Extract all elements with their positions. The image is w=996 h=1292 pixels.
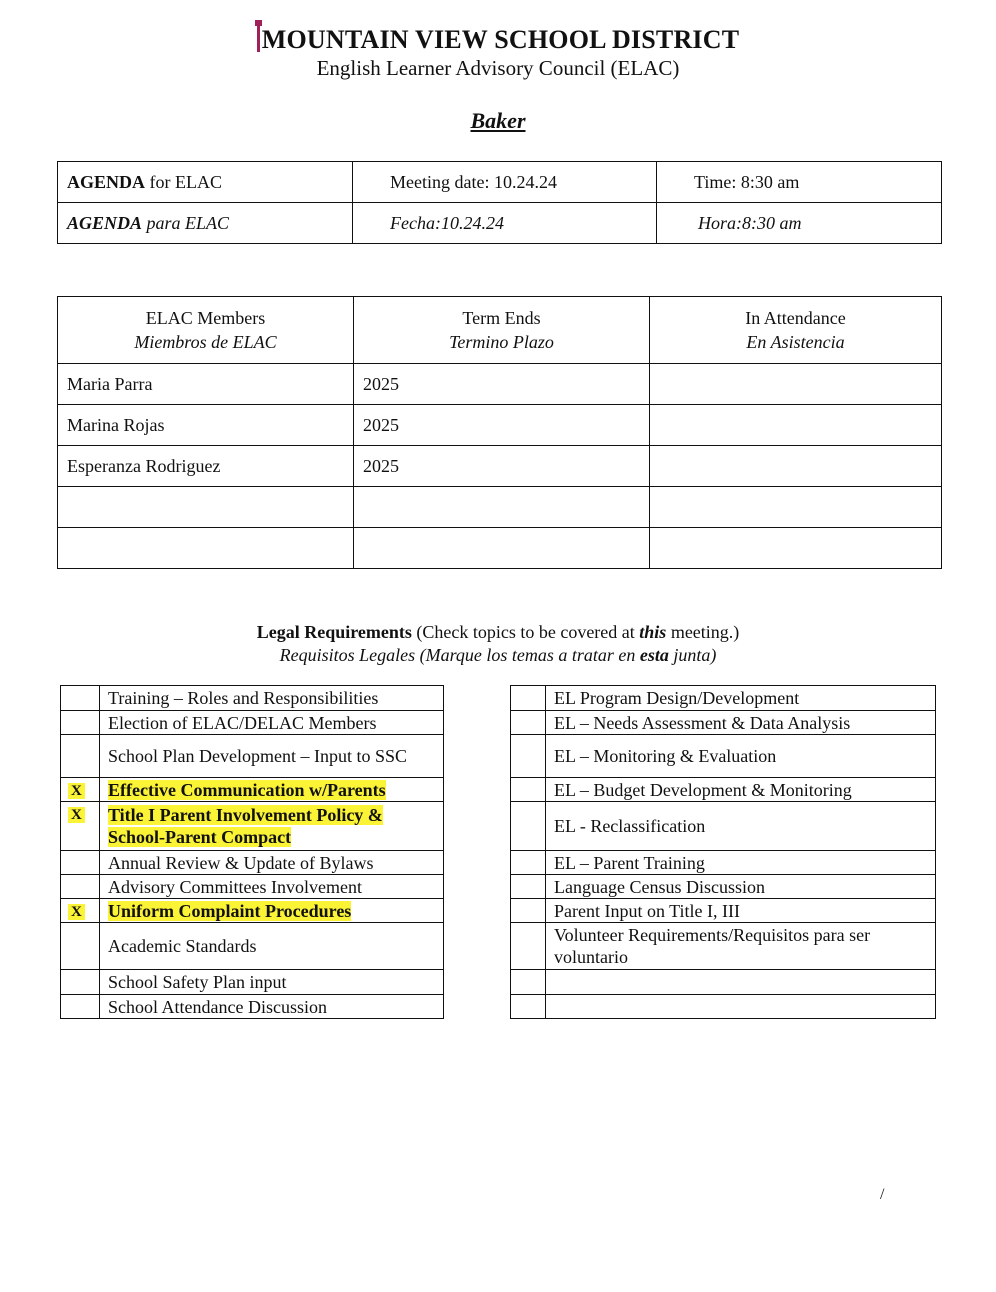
member-row (58, 405, 942, 446)
member-attendance (650, 446, 942, 487)
legal-heading-en: Legal Requirements (Check topics to be covered at this meeting.) (256, 622, 740, 642)
topic-checkbox[interactable] (511, 899, 546, 923)
topic-label: EL – Parent Training (546, 851, 936, 875)
meeting-time: Time: 8:30 am (657, 162, 942, 203)
topic-label: EL - Reclassification (546, 802, 936, 851)
topic-checkbox[interactable] (61, 735, 100, 778)
topic-label: Election of ELAC/DELAC Members (100, 711, 444, 735)
topic-row (61, 899, 444, 923)
topic-label (546, 995, 936, 1019)
members-table (57, 296, 942, 569)
check-mark: X (68, 904, 85, 920)
agenda-label-es: AGENDA para ELAC (58, 203, 353, 244)
meeting-date: Meeting date: 10.24.24 (353, 162, 657, 203)
member-term: 2025 (354, 364, 650, 405)
district-title: MOUNTAIN VIEW SCHOOL DISTRICT (0, 22, 996, 55)
topic-checkbox[interactable] (511, 711, 546, 735)
topic-label: EL – Monitoring & Evaluation (546, 735, 936, 778)
topic-checkbox[interactable] (511, 970, 546, 995)
legal-requirements-heading (0, 621, 996, 667)
member-row (58, 528, 942, 569)
topic-label: School Attendance Discussion (100, 995, 444, 1019)
topic-label: Uniform Complaint Procedures (100, 899, 444, 923)
topic-checkbox[interactable] (511, 995, 546, 1019)
member-attendance (650, 364, 942, 405)
legal-topics-left (60, 685, 444, 1019)
member-row (58, 364, 942, 405)
member-name: Marina Rojas (58, 405, 354, 446)
member-row (58, 487, 942, 528)
topic-checkbox[interactable] (61, 899, 100, 923)
topic-row (511, 923, 936, 970)
topic-label: School Plan Development – Input to SSC (100, 735, 444, 778)
topic-checkbox[interactable] (61, 802, 100, 851)
header-members: ELAC Members Miembros de ELAC (58, 297, 354, 364)
topic-row (511, 875, 936, 899)
topic-checkbox[interactable] (511, 851, 546, 875)
topic-checkbox[interactable] (511, 778, 546, 802)
topic-label: EL – Needs Assessment & Data Analysis (546, 711, 936, 735)
header-term: Term Ends Termino Plazo (354, 297, 650, 364)
topic-label: EL – Budget Development & Monitoring (546, 778, 936, 802)
topic-checkbox[interactable] (61, 875, 100, 899)
topic-checkbox[interactable] (511, 802, 546, 851)
topic-label: Volunteer Requirements/Requisitos para ser voluntario (546, 923, 936, 970)
topic-row (61, 970, 444, 995)
topic-checkbox[interactable] (61, 851, 100, 875)
topic-label: Language Census Discussion (546, 875, 936, 899)
topic-row (511, 711, 936, 735)
topic-row (511, 735, 936, 778)
agenda-table (57, 161, 942, 244)
meeting-time-es: Hora:8:30 am (657, 203, 942, 244)
topic-label: School Safety Plan input (100, 970, 444, 995)
topic-row (511, 802, 936, 851)
check-mark: X (68, 807, 85, 823)
topic-row (61, 686, 444, 711)
topic-checkbox[interactable] (61, 995, 100, 1019)
topic-row (511, 899, 936, 923)
member-name (58, 487, 354, 528)
member-row (58, 446, 942, 487)
topic-checkbox[interactable] (61, 686, 100, 711)
topic-checkbox[interactable] (511, 875, 546, 899)
members-header (58, 297, 942, 364)
member-attendance (650, 487, 942, 528)
topic-label (546, 970, 936, 995)
topic-row (511, 970, 936, 995)
member-term (354, 487, 650, 528)
topic-row (511, 686, 936, 711)
member-attendance (650, 405, 942, 446)
topic-label: Advisory Committees Involvement (100, 875, 444, 899)
topic-checkbox[interactable] (61, 711, 100, 735)
topic-row (61, 735, 444, 778)
meeting-date-es: Fecha:10.24.24 (353, 203, 657, 244)
member-term (354, 528, 650, 569)
topic-checkbox[interactable] (61, 970, 100, 995)
topic-label: Training – Roles and Responsibilities (100, 686, 444, 711)
member-term: 2025 (354, 446, 650, 487)
topic-label: EL Program Design/Development (546, 686, 936, 711)
topic-label: Academic Standards (100, 923, 444, 970)
topic-row (61, 923, 444, 970)
council-subtitle: English Learner Advisory Council (ELAC) (316, 56, 680, 80)
agenda-row-en (58, 162, 942, 203)
legal-heading-es: Requisitos Legales (Marque los temas a tratar en esta junta) (279, 645, 717, 665)
topic-row (61, 778, 444, 802)
topic-row (511, 851, 936, 875)
topic-row (61, 711, 444, 735)
topic-row (511, 778, 936, 802)
topic-row (61, 851, 444, 875)
agenda-label: AGENDA for ELAC (58, 162, 353, 203)
topic-checkbox[interactable] (511, 735, 546, 778)
header-attendance: In Attendance En Asistencia (650, 297, 942, 364)
legal-topics-right (510, 685, 936, 1019)
topic-label: Parent Input on Title I, III (546, 899, 936, 923)
page-mark: / (880, 1186, 885, 1203)
agenda-row-es (58, 203, 942, 244)
school-name: Baker (470, 108, 526, 133)
member-attendance (650, 528, 942, 569)
topic-checkbox[interactable] (61, 778, 100, 802)
topic-label: Effective Communication w/Parents (100, 778, 444, 802)
topic-checkbox[interactable] (511, 923, 546, 970)
member-name (58, 528, 354, 569)
member-term: 2025 (354, 405, 650, 446)
member-name: Maria Parra (58, 364, 354, 405)
topic-checkbox[interactable] (61, 923, 100, 970)
topic-row (61, 802, 444, 851)
topic-checkbox[interactable] (511, 686, 546, 711)
topic-row (511, 995, 936, 1019)
check-mark: X (68, 783, 85, 799)
topic-label: Annual Review & Update of Bylaws (100, 851, 444, 875)
topic-row (61, 995, 444, 1019)
topic-row (61, 875, 444, 899)
topic-label: Title I Parent Involvement Policy & School-Parent Compact (100, 802, 444, 851)
member-name: Esperanza Rodriguez (58, 446, 354, 487)
text-cursor-icon (257, 22, 260, 52)
